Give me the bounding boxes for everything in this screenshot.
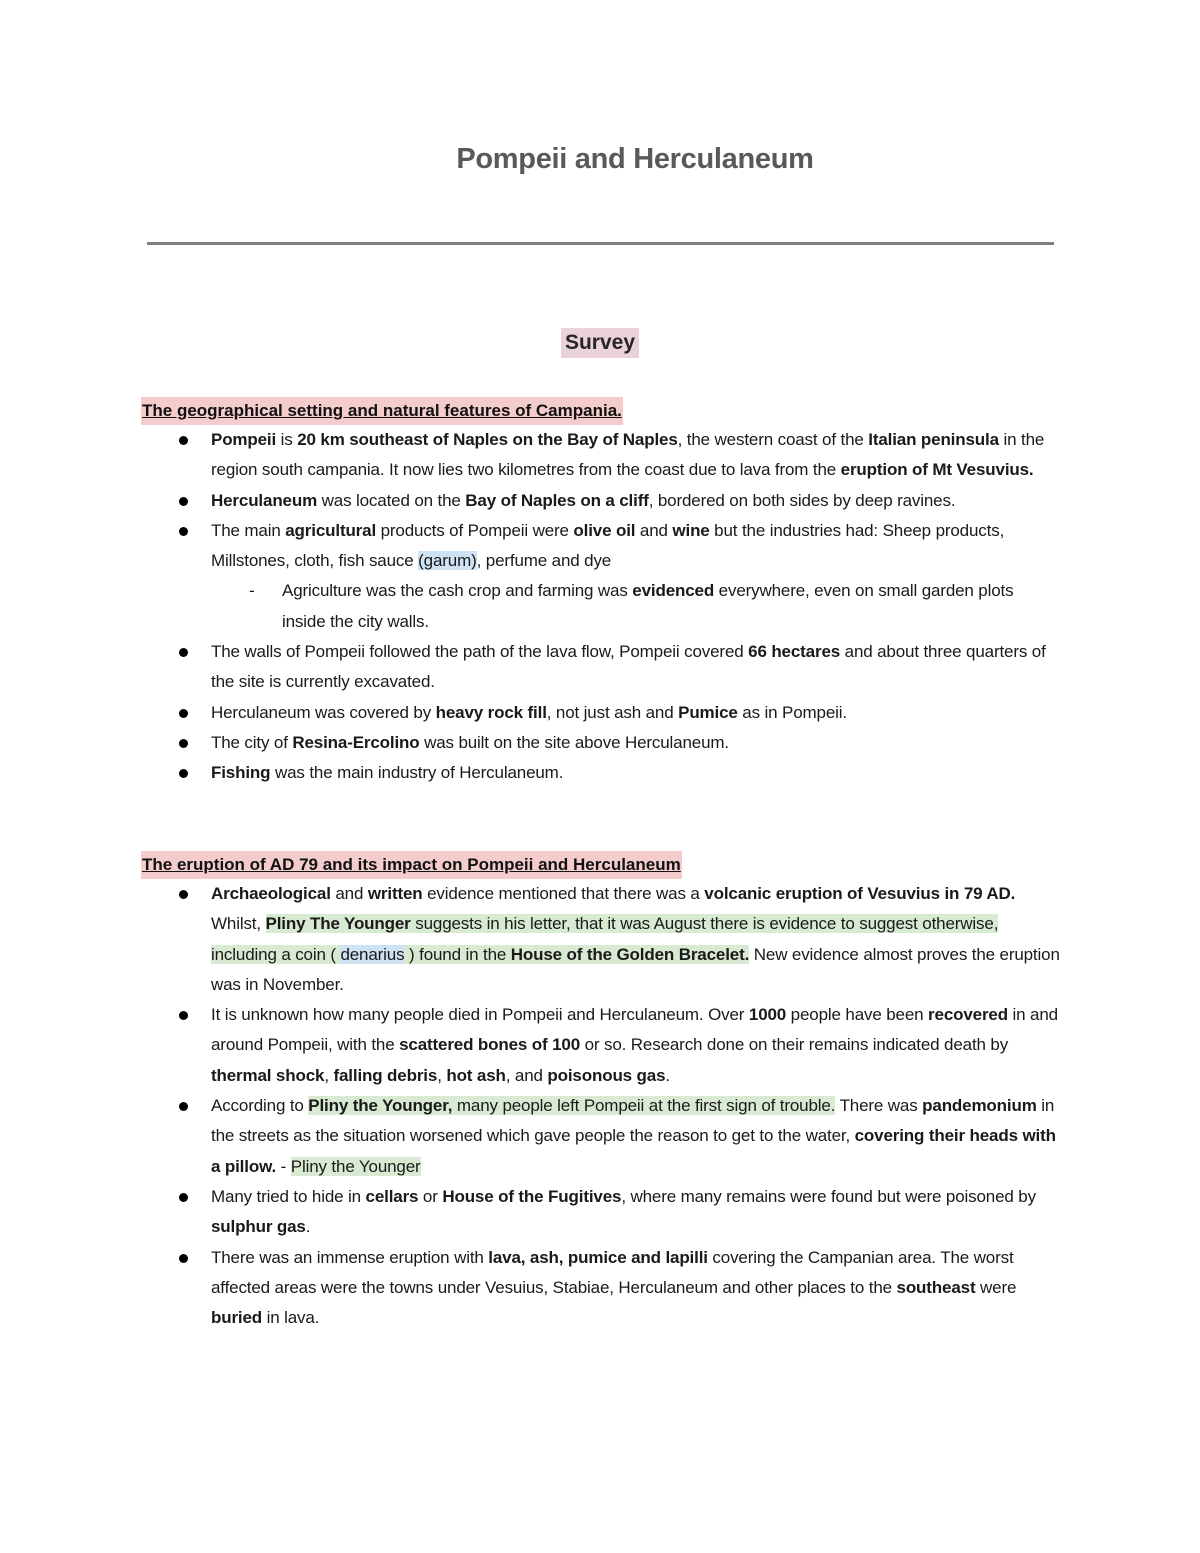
- bullet-icon: [179, 1102, 188, 1111]
- list-item: [141, 1091, 1061, 1182]
- page-title: Pompeii and Herculaneum: [456, 143, 814, 175]
- sub-list-item: [141, 576, 1061, 637]
- section-geography: [141, 397, 1061, 789]
- bullet-list: [141, 425, 1061, 576]
- bullet-icon: [179, 709, 188, 718]
- list-item: [141, 1000, 1061, 1091]
- list-item: [141, 637, 1061, 698]
- section-heading: The eruption of AD 79 and its impact on Pompeii and Herculaneum: [141, 851, 682, 879]
- bullet-text: Herculaneum was covered by heavy rock fill, not just ash and Pumice as in Pompeii.: [211, 702, 847, 722]
- title-divider: [147, 242, 1054, 245]
- list-item: [141, 728, 1061, 758]
- sub-item-text: Agriculture was the cash crop and farming was evidenced everywhere, even on small garden plots inside the city walls.: [282, 581, 1014, 631]
- bullet-icon: [179, 739, 188, 748]
- bullet-icon: [179, 527, 188, 536]
- list-item: [141, 879, 1061, 1000]
- bullet-icon: [179, 1254, 188, 1263]
- list-item: [141, 486, 1061, 516]
- list-item: [141, 1243, 1061, 1334]
- bullet-list: [141, 637, 1061, 788]
- list-item: [141, 698, 1061, 728]
- dash-icon: -: [249, 581, 255, 601]
- bullet-text: According to Pliny the Younger, many people left Pompeii at the first sign of trouble. There was pandemonium in the streets as the situation worsened which gave people the reason to get to the water, covering their heads with a pillow. - Pliny the Younger: [211, 1096, 1056, 1176]
- bullet-text: The main agricultural products of Pompeii were olive oil and wine but the industries had: Sheep products, Millstones, cloth, fish sauce (garum), perfume and dye: [211, 520, 1005, 571]
- bullet-text: Many tried to hide in cellars or House of the Fugitives, where many remains were found but were poisoned by sulphur gas.: [211, 1186, 1036, 1237]
- list-item: [141, 1182, 1061, 1243]
- list-item: [141, 758, 1061, 788]
- section-heading: The geographical setting and natural features of Campania.: [141, 397, 623, 425]
- list-item: [141, 425, 1061, 486]
- bullet-text: The walls of Pompeii followed the path of the lava flow, Pompeii covered 66 hectares and about three quarters of the site is currently excavated.: [211, 642, 1046, 692]
- bullet-text: Herculaneum was located on the Bay of Naples on a cliff, bordered on both sides by deep ravines.: [211, 490, 956, 510]
- bullet-text: Pompeii is 20 km southeast of Naples on the Bay of Naples, the western coast of the Italian peninsula in the region south campania. It now lies two kilometres from the coast due to lava from the eruption of Mt Vesuvius.: [211, 430, 1045, 480]
- bullet-icon: [179, 1193, 188, 1202]
- bullet-text: The city of Resina-Ercolino was built on the site above Herculaneum.: [211, 732, 729, 752]
- section-eruption: [141, 851, 1061, 1333]
- survey-label: Survey: [561, 328, 639, 358]
- bullet-list: [141, 879, 1061, 1333]
- bullet-icon: [179, 769, 188, 778]
- bullet-icon: [179, 1011, 188, 1020]
- bullet-text: There was an immense eruption with lava, ash, pumice and lapilli covering the Campanian area. The worst affected areas were the towns under Vesuius, Stabiae, Herculaneum and other places to the southeast were buried in lava.: [211, 1247, 1017, 1328]
- survey-heading: [0, 328, 1200, 358]
- bullet-text: Fishing was the main industry of Herculaneum.: [211, 763, 564, 783]
- bullet-icon: [179, 436, 188, 445]
- bullet-text: Archaeological and written evidence mentioned that there was a volcanic eruption of Vesuvius in 79 AD. Whilst, Pliny The Younger suggests in his letter, that it was August there is evidence to suggest otherwise, including a coin ( denarius ) found in the House of the Golden Bracelet. New evidence almost proves the eruption was in November.: [211, 884, 1060, 994]
- bullet-icon: [179, 890, 188, 899]
- list-item: [141, 516, 1061, 577]
- bullet-icon: [179, 648, 188, 657]
- bullet-text: It is unknown how many people died in Pompeii and Herculaneum. Over 1000 people have been recovered in and around Pompeii, with the scattered bones of 100 or so. Research done on their remains indicated death by thermal shock, falling debris, hot ash, and poisonous gas.: [211, 1005, 1058, 1085]
- bullet-icon: [179, 497, 188, 506]
